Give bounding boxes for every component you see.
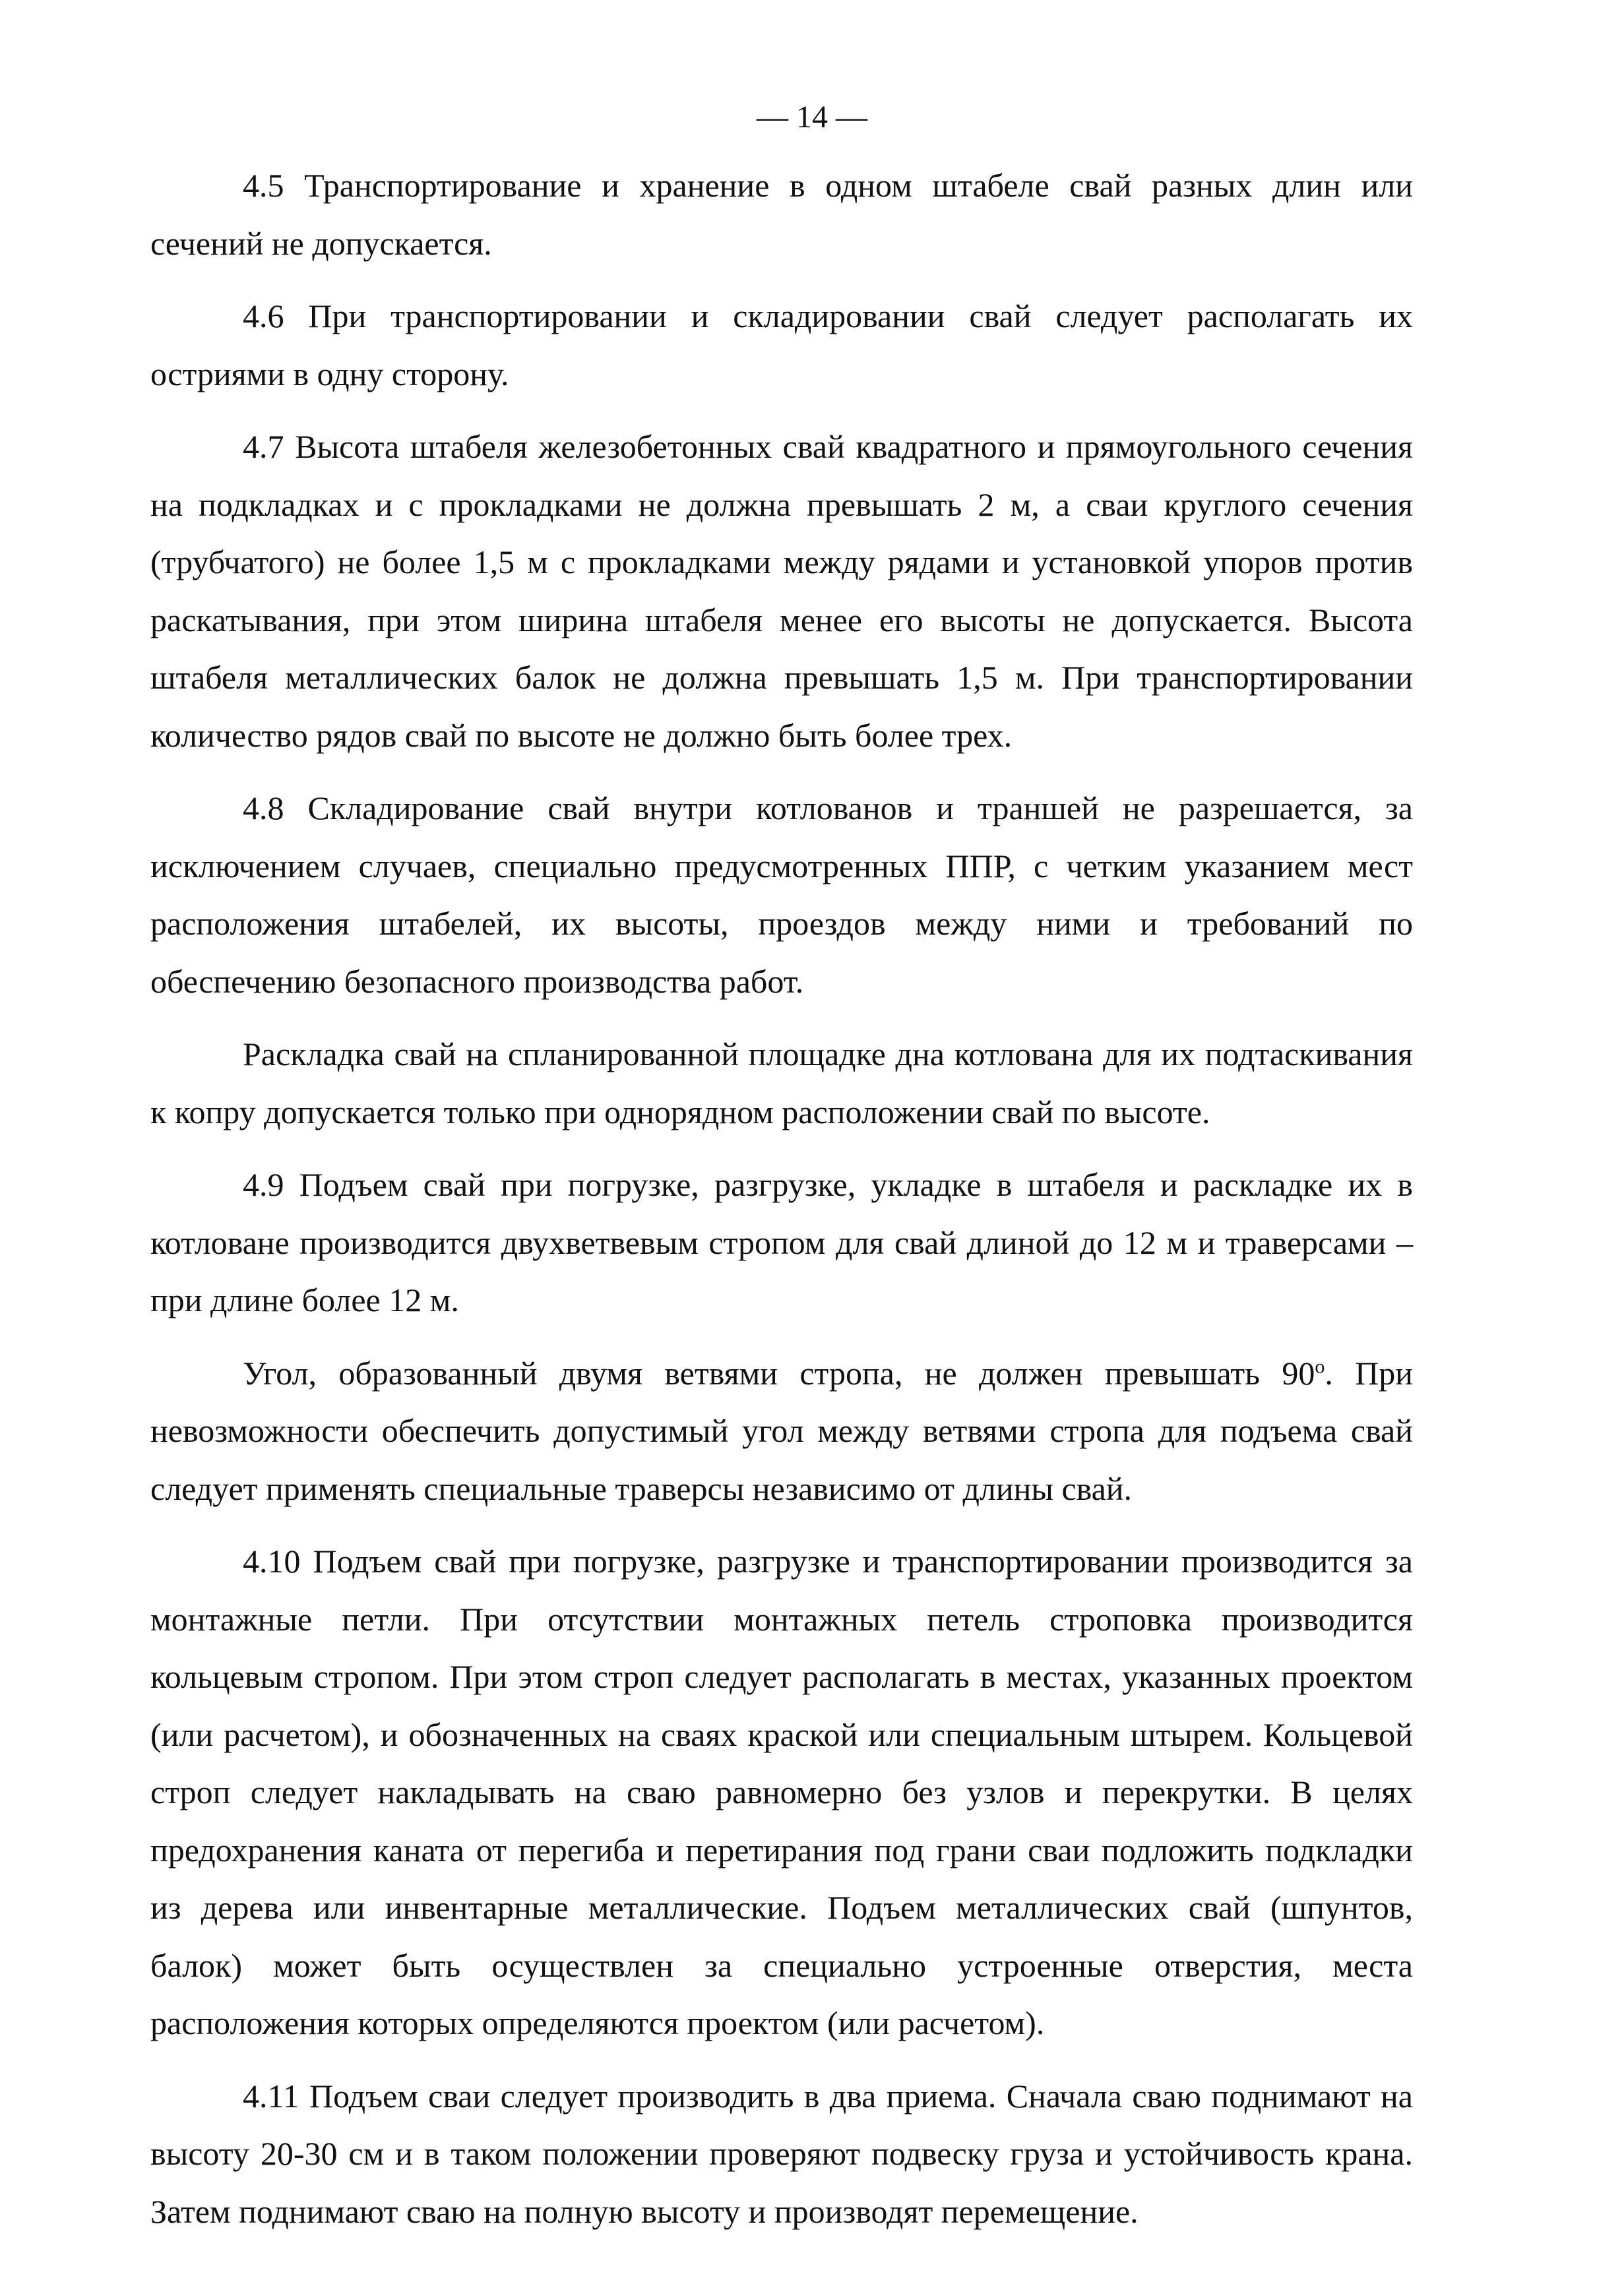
- angle-text-start: Угол, образованный двумя ветвями стропа, не должен превышать 90: [243, 1354, 1315, 1392]
- paragraph-4-8-layout: Раскладка свай на спланированной площадке дна котлована для их подтаскивания к копру допускается только при однорядном расположении свай по высоте.: [150, 1035, 1413, 1130]
- paragraph-4-11: 4.11 Подъем сваи следует производить в два приема. Сначала сваю поднимают на высоту 20-30 см и в таком положении проверяют подвеску груза и устойчивость крана. Затем поднимают сваю на полную высоту и производят перемещение.: [150, 2077, 1413, 2230]
- paragraph-4-9: 4.9 Подъем свай при погрузке, разгрузке, укладке в штабеля и раскладке их в котловане производится двухветвевым стропом для свай длиной до 12 м и траверсами – при длине более 12 м.: [150, 1166, 1413, 1318]
- paragraph-4-5: 4.5 Транспортирование и хранение в одном штабеле свай разных длин или сечений не допускается.: [150, 167, 1413, 262]
- document-body: [150, 157, 1413, 2256]
- paragraph-4-7: 4.7 Высота штабеля железобетонных свай квадратного и прямоугольного сечения на подкладках и с прокладками не должна превышать 2 м, а сваи круглого сечения (трубчатого) не более 1,5 м с прокладками между рядами и установкой упоров против раскатывания, при этом ширина штабеля менее его высоты не допускается. Высота штабеля металлических балок не должна превышать 1,5 м. При транспортировании количество рядов свай по высоте не должно быть более трех.: [150, 428, 1413, 754]
- paragraph-4-8: 4.8 Складирование свай внутри котлованов и траншей не разрешается, за исключением случаев, специально предусмотренных ППР, с четким указанием мест расположения штабелей, их высоты, проездов между ними и требований по обеспечению безопасного производства работ.: [150, 789, 1413, 1000]
- paragraph-4-9-angle: [150, 1345, 1413, 1518]
- paragraph-4-10: 4.10 Подъем свай при погрузке, разгрузке и транспортировании производится за монтажные петли. При отсутствии монтажных петель строповка производится кольцевым стропом. При этом строп следует располагать в местах, указанных проектом (или расчетом), и обозначенных на сваях краской или специальным штырем. Кольцевой строп следует накладывать на сваю равномерно без узлов и перекрутки. В целях предохранения каната от перегиба и перетирания под грани сваи подложить подкладки из дерева или инвентарные металлические. Подъем металлических свай (шпунтов, балок) может быть осуществлен за специально устроенные отверстия, места расположения которых определяются проектом (или расчетом).: [150, 1543, 1413, 2041]
- angle-text-end: . При невозможности обеспечить допустимый угол между ветвями стропа для подъема свай следует применять специальные траверсы независимо от длины свай.: [150, 1354, 1413, 1507]
- page-number: — 14 —: [757, 100, 867, 135]
- paragraph-4-6: 4.6 При транспортировании и складировании свай следует располагать их остриями в одну сторону.: [150, 297, 1413, 392]
- degree-superscript: о: [1315, 1355, 1325, 1377]
